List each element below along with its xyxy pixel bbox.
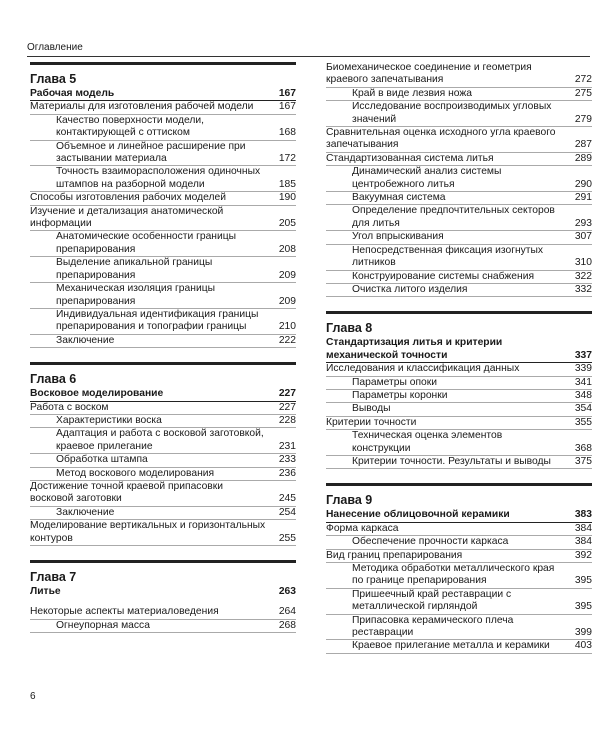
toc-entry-page: 403 xyxy=(574,640,592,652)
toc-entry-title: Восковое моделирование xyxy=(30,388,164,400)
toc-entry-page: 375 xyxy=(574,455,592,467)
toc-entry-title: Достижение точной краевой припасовки восковой заготовки xyxy=(30,480,224,505)
toc-entry[interactable] xyxy=(30,468,296,481)
toc-entry-title: Характеристики воска xyxy=(56,414,162,426)
toc-entry-page: 354 xyxy=(574,403,592,415)
toc-entry-page: 255 xyxy=(278,532,296,544)
toc-entry-page: 287 xyxy=(574,139,592,151)
toc-entry[interactable] xyxy=(30,309,296,335)
toc-left-column xyxy=(30,62,296,633)
section-spacer xyxy=(326,297,592,311)
toc-entry[interactable] xyxy=(30,101,296,114)
toc-entry[interactable] xyxy=(30,507,296,520)
toc-entry-title: Методика обработки металлического края по границе препарирования xyxy=(352,563,555,587)
toc-section xyxy=(30,560,296,633)
toc-entry-page: 272 xyxy=(574,74,592,86)
toc-entry[interactable] xyxy=(326,550,592,563)
toc-entry-page: 392 xyxy=(574,549,592,561)
toc-entry-page: 322 xyxy=(574,270,592,282)
section-spacer xyxy=(326,469,592,483)
toc-entry-title: Исследование воспроизводимых угловых значений xyxy=(352,101,552,125)
toc-entry-page: 290 xyxy=(574,178,592,190)
toc-entry[interactable] xyxy=(326,192,592,205)
toc-entry[interactable] xyxy=(326,456,592,469)
toc-entry-title: Индивидуальная идентификация границы препарирования и топографии границы xyxy=(56,308,259,333)
toc-entry-title: Способы изготовления рабочих моделей xyxy=(30,192,226,204)
toc-entry-page: 275 xyxy=(574,87,592,99)
toc-entry[interactable] xyxy=(326,62,592,88)
toc-entry[interactable] xyxy=(30,415,296,428)
toc-entry-page: 167 xyxy=(278,101,296,113)
toc-entry-page: 228 xyxy=(278,414,296,426)
chapter-title-entry[interactable] xyxy=(326,337,592,363)
toc-entry[interactable] xyxy=(326,390,592,403)
toc-entry-page: 384 xyxy=(574,536,592,548)
toc-entry[interactable] xyxy=(30,520,296,546)
toc-entry-title: Очистка литого изделия xyxy=(352,283,468,295)
toc-entry-title: Край в виде лезвия ножа xyxy=(352,87,473,99)
toc-entry-title: Точность взаиморасположения одиночных штампов на разборной модели xyxy=(56,166,261,190)
toc-entry[interactable] xyxy=(30,283,296,309)
toc-entry-title: Литье xyxy=(30,586,61,597)
toc-entry-title: Пришеечный край реставрации с металлической гирляндой xyxy=(352,588,512,613)
chapter-title-entry[interactable] xyxy=(30,88,296,101)
toc-entry[interactable] xyxy=(326,231,592,244)
toc-entry-title: Выводы xyxy=(352,403,391,415)
toc-entry-title: Механическая изоляция границы препарирования xyxy=(56,283,215,307)
toc-entry-title: Заключение xyxy=(56,334,115,346)
toc-entry-title: Конструирование системы снабжения xyxy=(352,270,535,282)
chapter-title-entry[interactable] xyxy=(30,586,296,598)
toc-entry-page: 209 xyxy=(278,295,296,307)
toc-entry[interactable] xyxy=(326,153,592,166)
toc-entry-title: Анатомические особенности границы препарирования xyxy=(56,231,237,255)
toc-entry-page: 227 xyxy=(278,401,296,413)
toc-entry[interactable] xyxy=(30,231,296,257)
chapter-heading: Глава 6 xyxy=(30,372,77,387)
toc-entry-title: Краевое прилегание металла и керамики xyxy=(352,640,550,652)
toc-entry-page: 209 xyxy=(278,269,296,281)
toc-entry[interactable] xyxy=(30,115,296,141)
toc-entry-title: Параметры опоки xyxy=(352,376,438,388)
toc-entry-title: Параметры коронки xyxy=(352,389,448,401)
toc-entry-page: 395 xyxy=(574,575,592,587)
toc-entry-title: Стандартизованная система литья xyxy=(326,152,494,164)
toc-entry-title: Некоторые аспекты материаловедения xyxy=(30,606,219,618)
toc-entry[interactable] xyxy=(30,141,296,167)
toc-entry-page: 254 xyxy=(278,506,296,518)
toc-entry-page: 355 xyxy=(574,416,592,428)
toc-entry-page: 289 xyxy=(574,152,592,164)
toc-entry-title: Качество поверхности модели, контактирующей с оттиском xyxy=(56,114,205,139)
toc-entry[interactable] xyxy=(30,166,296,192)
toc-entry-page: 291 xyxy=(574,192,592,204)
toc-entry-page: 264 xyxy=(278,606,296,618)
toc-entry-title: Биомеханическое соединение и геометрия краевого запечатывания xyxy=(326,62,532,86)
toc-entry-page: 395 xyxy=(574,601,592,613)
toc-entry-page: 279 xyxy=(574,113,592,125)
toc-entry-title: Обеспечение прочности каркаса xyxy=(352,536,509,548)
toc-entry-page: 185 xyxy=(278,178,296,190)
section-spacer xyxy=(30,348,296,362)
toc-entry[interactable] xyxy=(326,127,592,153)
toc-section xyxy=(326,311,592,469)
toc-entry[interactable] xyxy=(326,101,592,127)
toc-entry-title: Вид границ препарирования xyxy=(326,549,463,561)
toc-entry-page: 268 xyxy=(278,619,296,631)
toc-entry-page: 368 xyxy=(574,442,592,454)
toc-entry-title: Критерии точности xyxy=(326,416,417,428)
chapter-heading: Глава 5 xyxy=(30,72,77,86)
toc-entry-page: 231 xyxy=(278,440,296,452)
toc-section xyxy=(326,62,592,297)
toc-entry-title: Изучение и детализация анатомической информации xyxy=(30,205,224,230)
toc-entry-title: Припасовка керамического плеча реставрации xyxy=(352,614,514,639)
chapter-title-entry[interactable] xyxy=(326,509,592,522)
toc-entry-title: Непосредственная фиксация изогнутых литников xyxy=(352,244,544,269)
toc-entry-page: 167 xyxy=(278,88,296,99)
toc-entry-page: 236 xyxy=(278,467,296,479)
page-number: 6 xyxy=(30,691,36,702)
toc-entry[interactable] xyxy=(326,166,592,192)
toc-entry-title: Нанесение облицовочной керамики xyxy=(326,509,510,521)
chapter-heading: Глава 8 xyxy=(326,321,373,336)
toc-entry[interactable] xyxy=(30,454,296,467)
toc-entry-page: 310 xyxy=(574,257,592,269)
toc-entry[interactable] xyxy=(326,88,592,101)
toc-section xyxy=(30,62,296,348)
toc-entry[interactable] xyxy=(326,284,592,297)
toc-entry[interactable] xyxy=(30,206,296,232)
toc-entry-page: 337 xyxy=(574,349,592,361)
toc-entry-title: Объемное и линейное расширение при застывании материала xyxy=(56,140,246,165)
toc-entry-title: Выделение апикальной границы препарирования xyxy=(56,257,213,281)
chapter-heading: Глава 7 xyxy=(30,570,77,584)
toc-entry-page: 341 xyxy=(574,376,592,388)
toc-entry-page: 399 xyxy=(574,627,592,639)
toc-entry[interactable] xyxy=(30,620,296,633)
toc-entry-page: 384 xyxy=(574,522,592,534)
toc-entry-page: 205 xyxy=(278,218,296,230)
toc-entry-page: 222 xyxy=(278,334,296,346)
toc-entry-title: Угол впрыскивания xyxy=(352,231,444,243)
toc-entry[interactable] xyxy=(326,536,592,549)
toc-entry-title: Обработка штампа xyxy=(56,454,148,466)
toc-entry-page: 263 xyxy=(278,586,296,597)
toc-entry-title: Сравнительная оценка исходного угла краевого запечатывания xyxy=(326,127,556,151)
toc-entry[interactable] xyxy=(326,640,592,653)
toc-entry-page: 227 xyxy=(278,388,296,400)
toc-entry[interactable] xyxy=(326,271,592,284)
toc-entry-title: Определение предпочтительных секторов для литья xyxy=(352,205,555,229)
toc-entry-title: Моделирование вертикальных и горизонтальных контуров xyxy=(30,520,266,544)
toc-entry[interactable] xyxy=(30,606,296,619)
toc-entry[interactable] xyxy=(30,335,296,348)
toc-entry-page: 293 xyxy=(574,217,592,229)
toc-entry-title: Работа с воском xyxy=(30,401,109,413)
toc-entry-page: 172 xyxy=(278,153,296,165)
chapter-heading: Глава 9 xyxy=(326,493,373,508)
toc-section xyxy=(326,483,592,653)
toc-entry[interactable] xyxy=(326,589,592,615)
toc-entry-title: Форма каркаса xyxy=(326,522,399,534)
toc-entry-title: Адаптация и работа с восковой заготовкой, краевое прилегание xyxy=(56,428,264,452)
toc-entry[interactable] xyxy=(30,402,296,415)
toc-entry[interactable] xyxy=(326,245,592,271)
toc-entry[interactable] xyxy=(326,430,592,456)
toc-entry[interactable] xyxy=(326,563,592,589)
toc-entry-title: Динамический анализ системы центробежного литья xyxy=(352,166,502,190)
toc-entry-title: Критерии точности. Результаты и выводы xyxy=(352,455,551,467)
toc-entry[interactable] xyxy=(30,192,296,205)
toc-entry-page: 233 xyxy=(278,454,296,466)
toc-entry-page: 245 xyxy=(278,493,296,505)
toc-entry-title: Заключение xyxy=(56,506,115,518)
toc-entry-page: 210 xyxy=(278,321,296,333)
toc-entry-title: Материалы для изготовления рабочей модели xyxy=(30,101,254,113)
toc-entry-page: 383 xyxy=(574,509,592,521)
toc-entry-title: Исследования и классификация данных xyxy=(326,363,520,375)
toc-entry-title: Огнеупорная масса xyxy=(56,619,150,631)
running-header: Оглавление xyxy=(27,42,83,53)
toc-entry-page: 208 xyxy=(278,243,296,255)
toc-entry[interactable] xyxy=(326,363,592,376)
toc-entry-title: Техническая оценка элементов конструкции xyxy=(352,430,503,454)
toc-entry-page: 168 xyxy=(278,127,296,139)
toc-entry-title: Вакуумная система xyxy=(352,192,446,204)
toc-section xyxy=(30,362,296,546)
toc-entry-page: 339 xyxy=(574,363,592,375)
toc-entry-page: 307 xyxy=(574,231,592,243)
toc-entry-page: 332 xyxy=(574,283,592,295)
entry-gap xyxy=(30,598,296,606)
toc-entry[interactable] xyxy=(326,377,592,390)
toc-entry[interactable] xyxy=(326,403,592,416)
toc-entry[interactable] xyxy=(30,481,296,507)
chapter-title-entry[interactable] xyxy=(30,388,296,401)
toc-entry[interactable] xyxy=(30,257,296,283)
toc-entry-page: 190 xyxy=(278,192,296,204)
toc-entry-title: Метод воскового моделирования xyxy=(56,467,215,479)
header-rule xyxy=(27,56,590,57)
toc-entry[interactable] xyxy=(326,417,592,430)
toc-entry-title: Стандартизация литья и критерии механической точности xyxy=(326,337,503,361)
toc-entry-title: Рабочая модель xyxy=(30,88,115,99)
toc-entry[interactable] xyxy=(326,523,592,536)
toc-entry[interactable] xyxy=(326,205,592,231)
section-spacer xyxy=(30,546,296,560)
toc-entry-page: 348 xyxy=(574,389,592,401)
toc-entry[interactable] xyxy=(30,428,296,454)
toc-entry[interactable] xyxy=(326,615,592,641)
toc-right-column xyxy=(326,62,592,654)
